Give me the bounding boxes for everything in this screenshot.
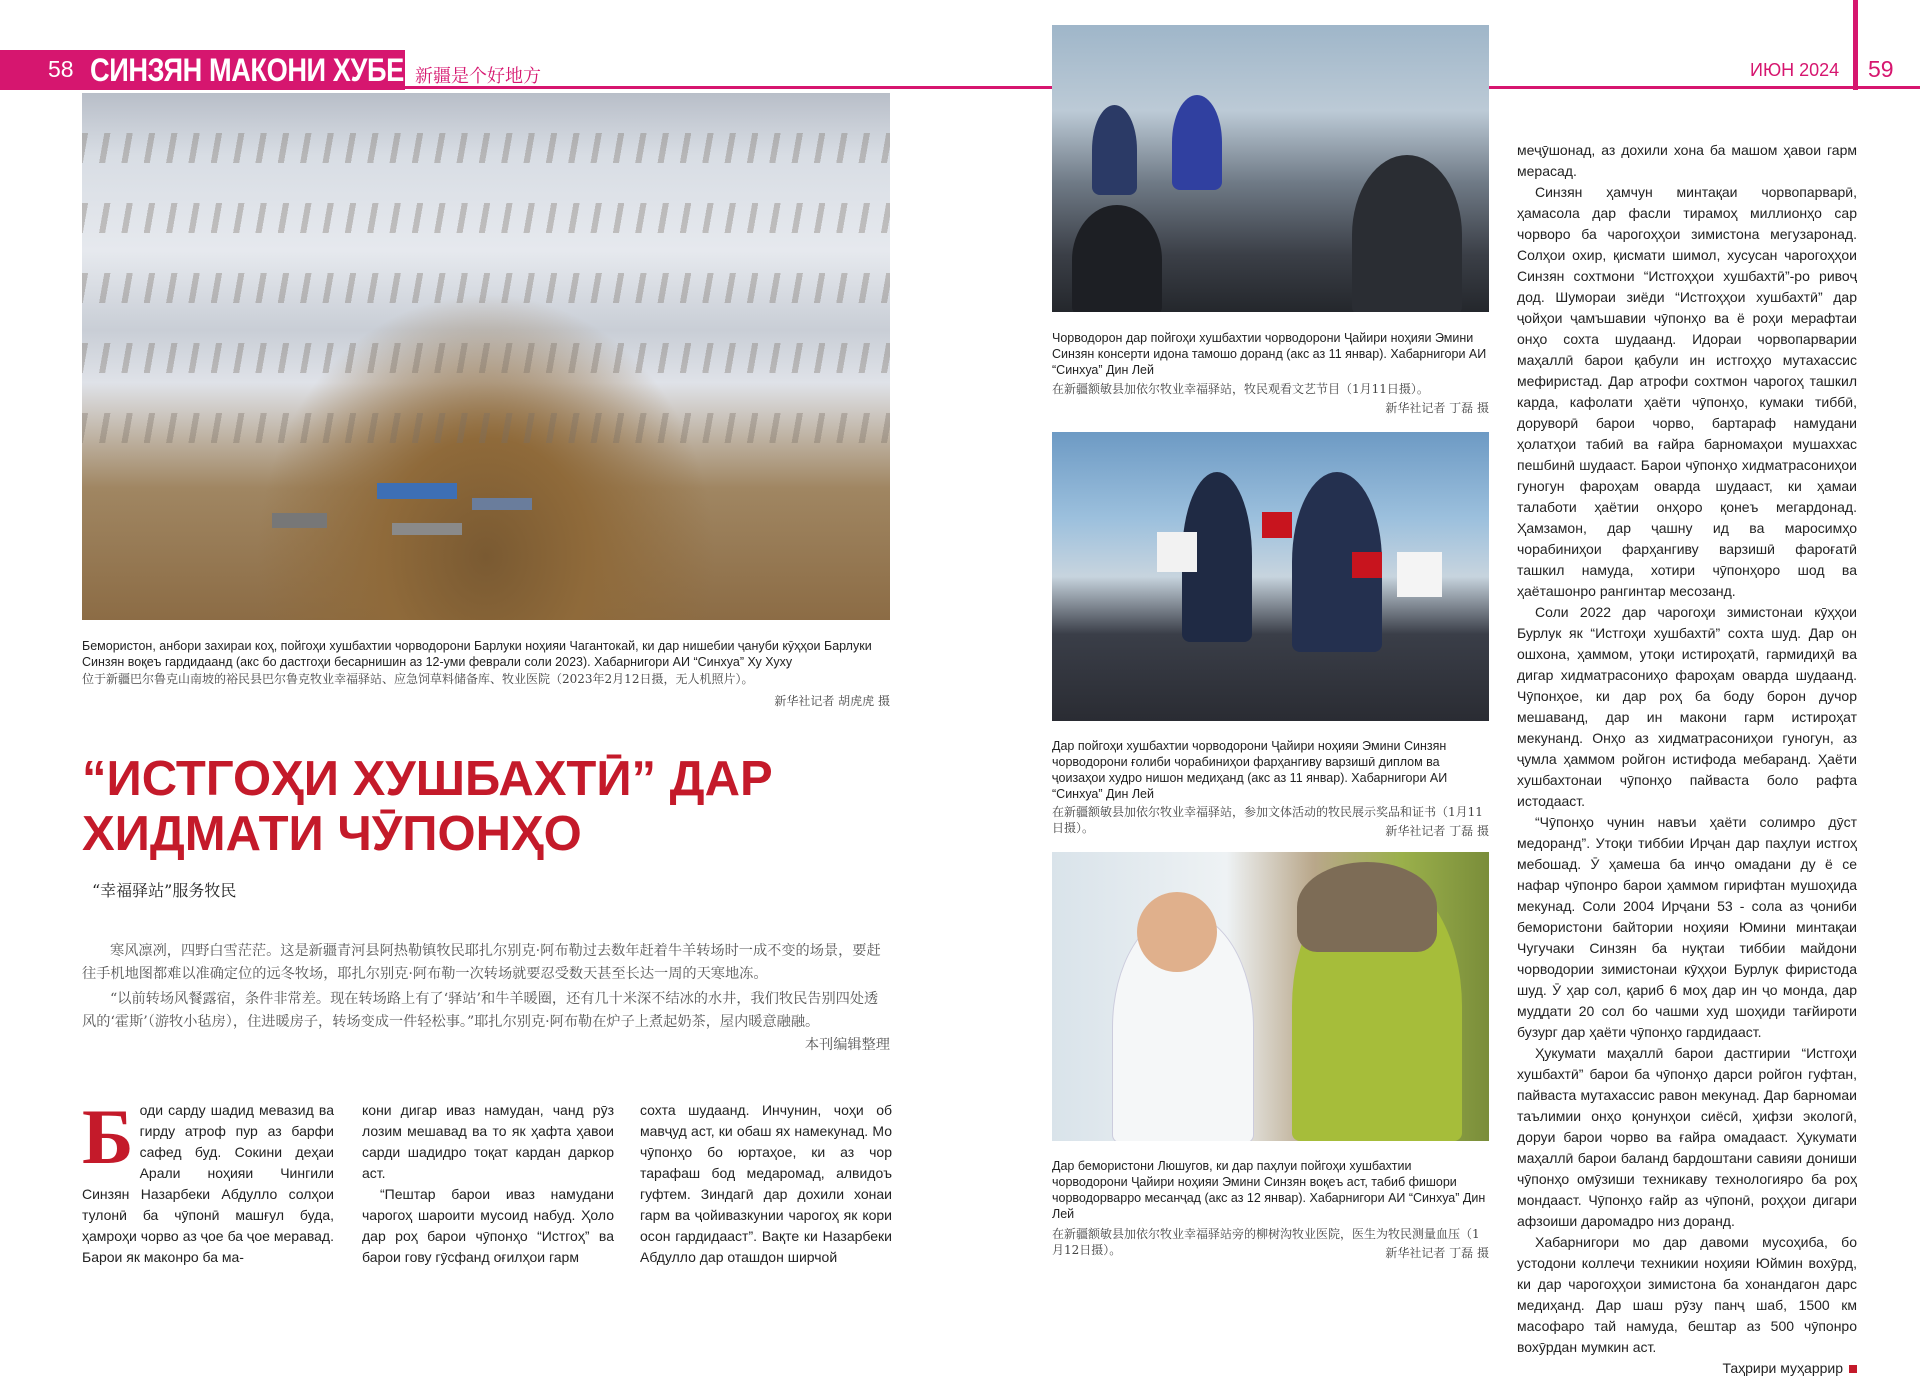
right-para-4: “Чӯпонҳо чунин навъи ҳаёти солимро дӯст медоранд”. Утоқи тиббии Ирҷан дар паҳлуи истгоҳ мебошад. Ӯ ҳамеша ба инҷо омадани ду ё се нафар чӯпонро барои ҳаммом гирифтан мушоҳида мекунад. Соли 2004 Ирҷани 53 - сола аз ҷониби бемористони байтории ноҳияи Юмини минтақаи Чугучаки Синзян ба нуқтаи тиббии майдони чорводории зимистонаи кӯҳҳои Бурлук фиристода шуд. Ӯ ҳар сол, қариб 6 моҳ дар ин ҷо монда, дар муддати 20 сол бо чашми худ шоҳиди тағйироти бузург дар ҳаёти чӯпонҳо гардидааст. [1517,814,1857,1040]
col2-para-2: “Пештар барои иваз намудани чарогоҳ шароити мусоид набуд. Ҳоло дар роҳ барои чӯпонҳо “Истгоҳ” ва барои гову гӯсфанд оғилҳои гарм [362,1186,614,1265]
section-title: СИНЗЯН МАКОНИ ХУБЕСТ [90,52,439,88]
concert-photo-credit: 新华社记者 丁磊 摄 [1385,401,1489,415]
body-column-1 [82,1093,334,1268]
right-para-3: Соли 2022 дар чарогоҳи зимистонаи кӯҳҳои Бурлук як “Истгоҳи хушбахтӣ” сохта шуд. Дар он ошхона, ҳаммом, утоқи истироҳатӣ, гармидиҳӣ ва дигар хидматрасониҳо фароҳам оварда шудаанд. Чӯпонҳое, ки дар роҳ ба боду борон дучор мешаванд, дар ин макони гарм истироҳат мекунанд. Онҳо аз хидматрасониҳои гуногун, аз ҷумла ҳаммом ройгон истифода мебаранд. Ҳаёти хушбахтонаи чӯпонҳо пайваста боло рафта истодааст. [1517,604,1857,809]
cn-editor-note: 本刊编辑整理 [804,1037,890,1053]
right-para-6: Хабарнигори мо дар давоми мусоҳиба, бо устодони коллеҷи техникии ноҳияи Юймин вохӯрд, ки дар чарогоҳҳои зимистона ба хонандагон дарс медиҳанд. Дар шаш рӯзу панҷ шаб, 1500 км масофаро тай намуда, бештар аз 500 чӯпонро вохӯрдан мумкин аст. [1517,1234,1857,1355]
right-margin-bar [1853,0,1858,90]
body-column-3 [640,1100,892,1268]
col1-text: оди сарду шадид мевазид ва гирду атроф пур аз барфи сафед буд. Сокини деҳаи Арали ноҳияи Чингили Синзян Назарбеки Абдулло солҳои тулонӣ ба чӯпонӣ машғул буда, ҳамроҳи чорво аз ҷое ба ҷое меравад. Барои як маконро ба ма- [82,1102,334,1265]
body-column-2 [362,1100,614,1268]
award-photo-caption: Дар пойгоҳи хушбахтии чорводорони Ҷайири ноҳияи Эмини Синзян чорводорони ғолиби чорабиниҳои фарҳангиву варзишӣ диплом ва ҷоизаҳои худро нишон медиҳанд (акс аз 11 январ). Хабарнигори АИ “Синхуа” Дин Лей [1052,739,1448,801]
main-photo-credit: 新华社记者 胡虎虎 摄 [774,694,890,708]
drop-cap: Б [82,1093,134,1180]
concert-photo [1052,25,1489,312]
concert-photo-caption: Чорводорон дар пойгоҳи хушбахтии чорводорони Ҷайири ноҳияи Эмини Синзян консерти идона тамошо доранд (акс аз 11 январ). Хабарнигори АИ “Синхуа” Дин Лей [1052,331,1487,377]
page-number-right: 59 [1868,56,1894,82]
end-mark [1849,1365,1857,1373]
right-para-1: меҷӯшонад, аз дохили хона ба машом ҳавои гарм мерасад. [1517,142,1857,179]
medical-photo-caption-cn: 在新疆额敏县加依尔牧业幸福驿站旁的柳树沟牧业医院，医生为牧民测量血压（1月12日摄）。 [1052,1227,1480,1257]
headline-line-2: ХИДМАТИ ЧӮПОНҲО [82,807,582,861]
main-photo-caption: Бемористон, анбори захираи коҳ, пойгоҳи хушбахтии чорводорони Барлуки ноҳияи Чагантокай, ки дар нишебии ҷануби кӯҳҳои Барлуки Синзян воқеъ гардидаанд (акс бо дастгоҳи бесарнишин аз 12-уми феврали соли 2023). Хабарнигори АИ “Синхуа” Ху Хуху [82,639,872,669]
award-photo [1052,432,1489,721]
headline-line-1: “ИСТГОҲИ ХУШБАХТӢ” ДАР [82,752,773,806]
award-photo-caption-cn: 在新疆额敏县加依尔牧业幸福驿站，参加文体活动的牧民展示奖品和证书（1月11日摄）。 [1052,805,1483,835]
article-headline [82,752,902,862]
right-para-2: Синзян ҳамчун минтақаи чорвопарварӣ, ҳамасола дар фасли тирамоҳ миллионҳо сар чорворо ба чарогоҳҳои зимистона мегузаронад. Солҳои охир, қисмати шимол, хусусан чарогоҳҳои Синзян сохтмони “Истгоҳҳои хушбахтӣ”-ро ривоҷ дод. Шумораи зиёди “Истгоҳҳои хушбахтӣ” дар ҷойҳои ҷамъшавии чӯпонҳо ва ё роҳи мерафтаи онҳо сохта шудаанд. Идораи чорвопарварии маҳаллӣ барои қабули ин истгоҳҳо мутахассис мефиристад. Дар атрофи сохтмон чарогоҳ ташкил карда, кафолати ҳаёти чӯпонҳо, кумаки тиббӣ, доруворӣ барои чорво, бартараф намудани ҳолатҳои табиӣ ва ғайра барномаҳои мушаххас пешбинӣ шудааст. Барои чӯпонҳо хидматрасониҳои гуногун фароҳам оварда шудааст, ки ҳамаи талаботи ҳаётии онҳоро қонеъ мегардонад. Ҳамзамон, дар ҷашну ид ва маросимҳо чорабиниҳои фарҳангиву варзишӣ фароғатӣ ташкил намуда, хотири чӯпонҳоро шод ва ҳаёташонро рангинтар месозанд. [1517,184,1857,599]
issue-date: ИЮН 2024 [1750,60,1840,80]
signature-line [1517,1358,1857,1379]
cn-intro-paragraph-1: 寒风凛冽，四野白雪茫茫。这是新疆青河县阿热勒镇牧民耶扎尔别克·阿布勒过去数年赶着牛羊转场时一成不变的场景，要赶往手机地图都难以准确定位的远冬牧场，耶扎尔别克·阿布勒一次转场就要忍受数天甚至长达一周的天寒地冻。 [82,943,881,982]
medical-photo [1052,852,1489,1141]
page-number-left: 58 [48,56,74,82]
award-photo-credit: 新华社记者 丁磊 摄 [1385,824,1489,838]
body-column-right [1517,140,1857,1379]
col3-para-1: сохта шудаанд. Инчунин, чоҳи об мавҷуд аст, ки обаш ях намекунад. Мо чӯпонҳо бо юртаҳое, ки аз чор тарафаш бод медаромад, алвидоъ гуфтем. Зиндагӣ дар дохили хонаи гарм ва ҷойивазкунии чарогоҳ як кори осон гардидааст”. Вақте ки Назарбеки Абдулло дар оташдон ширчой [640,1102,892,1265]
landscape-photo [82,93,890,620]
concert-photo-caption-cn: 在新疆额敏县加依尔牧业幸福驿站，牧民观看文艺节目（1月11日摄）。 [1052,382,1429,396]
col2-para-1: кони дигар иваз намудан, чанд рӯз лозим мешавад ва то як ҳафта ҳавои сарди шадидро тоқат кардан даркор аст. [362,1102,614,1181]
article-subhead-cn: “幸福驿站”服务牧民 [92,881,237,900]
cn-intro-paragraph-2: “以前转场风餐露宿，条件非常差。现在转场路上有了‘驿站’和牛羊暖圈，还有几十米深不结冰的水井，我们牧民告别四处透风的‘霍斯’（游牧小毡房），住进暖房子，转场变成一件轻松事。”耶扎尔别克·阿布勒在炉子上煮起奶茶，屋内暖意融融。 [82,991,879,1030]
medical-photo-credit: 新华社记者 丁磊 摄 [1385,1246,1489,1260]
section-title-cn: 新疆是个好地方 [415,66,541,87]
signature: Таҳрири муҳаррир [1722,1360,1843,1376]
main-photo-caption-cn: 位于新疆巴尔鲁克山南坡的裕民县巴尔鲁克牧业幸福驿站、应急饲草料储备库、牧业医院（2023年2月12日摄，无人机照片）。 [82,672,754,686]
medical-photo-caption: Дар бемористони Люшугов, ки дар паҳлуи пойгоҳи хушбахтии чорводорони Ҷайири ноҳияи Эмини Синзян воқеъ аст, табиб фишори чорводорварро месанҷад (акс аз 12 январ). Хабарнигори АИ “Синхуа” Дин Лей [1052,1159,1486,1221]
right-para-5: Ҳукумати маҳаллӣ барои дастгирии “Истгоҳи хушбахтӣ” барои ба чӯпонҳо дарси ройгон гуфтан, пайваста мутахассис равон мекунад. Дар барномаи таълимии онҳо қонунҳои сиёсӣ, ҳифзи экологӣ, доруи барои чорво ва ғайра омадааст. Ҳукумати маҳаллӣ барои баланд бардоштани савияи дониши чӯпонҳо омӯзиши техникаву технологияро ба роҳ мондааст. Чӯпонҳо ғайр аз чӯпонӣ, роҳҳои дигари афзоиши даромадро низ доранд. [1517,1045,1857,1229]
